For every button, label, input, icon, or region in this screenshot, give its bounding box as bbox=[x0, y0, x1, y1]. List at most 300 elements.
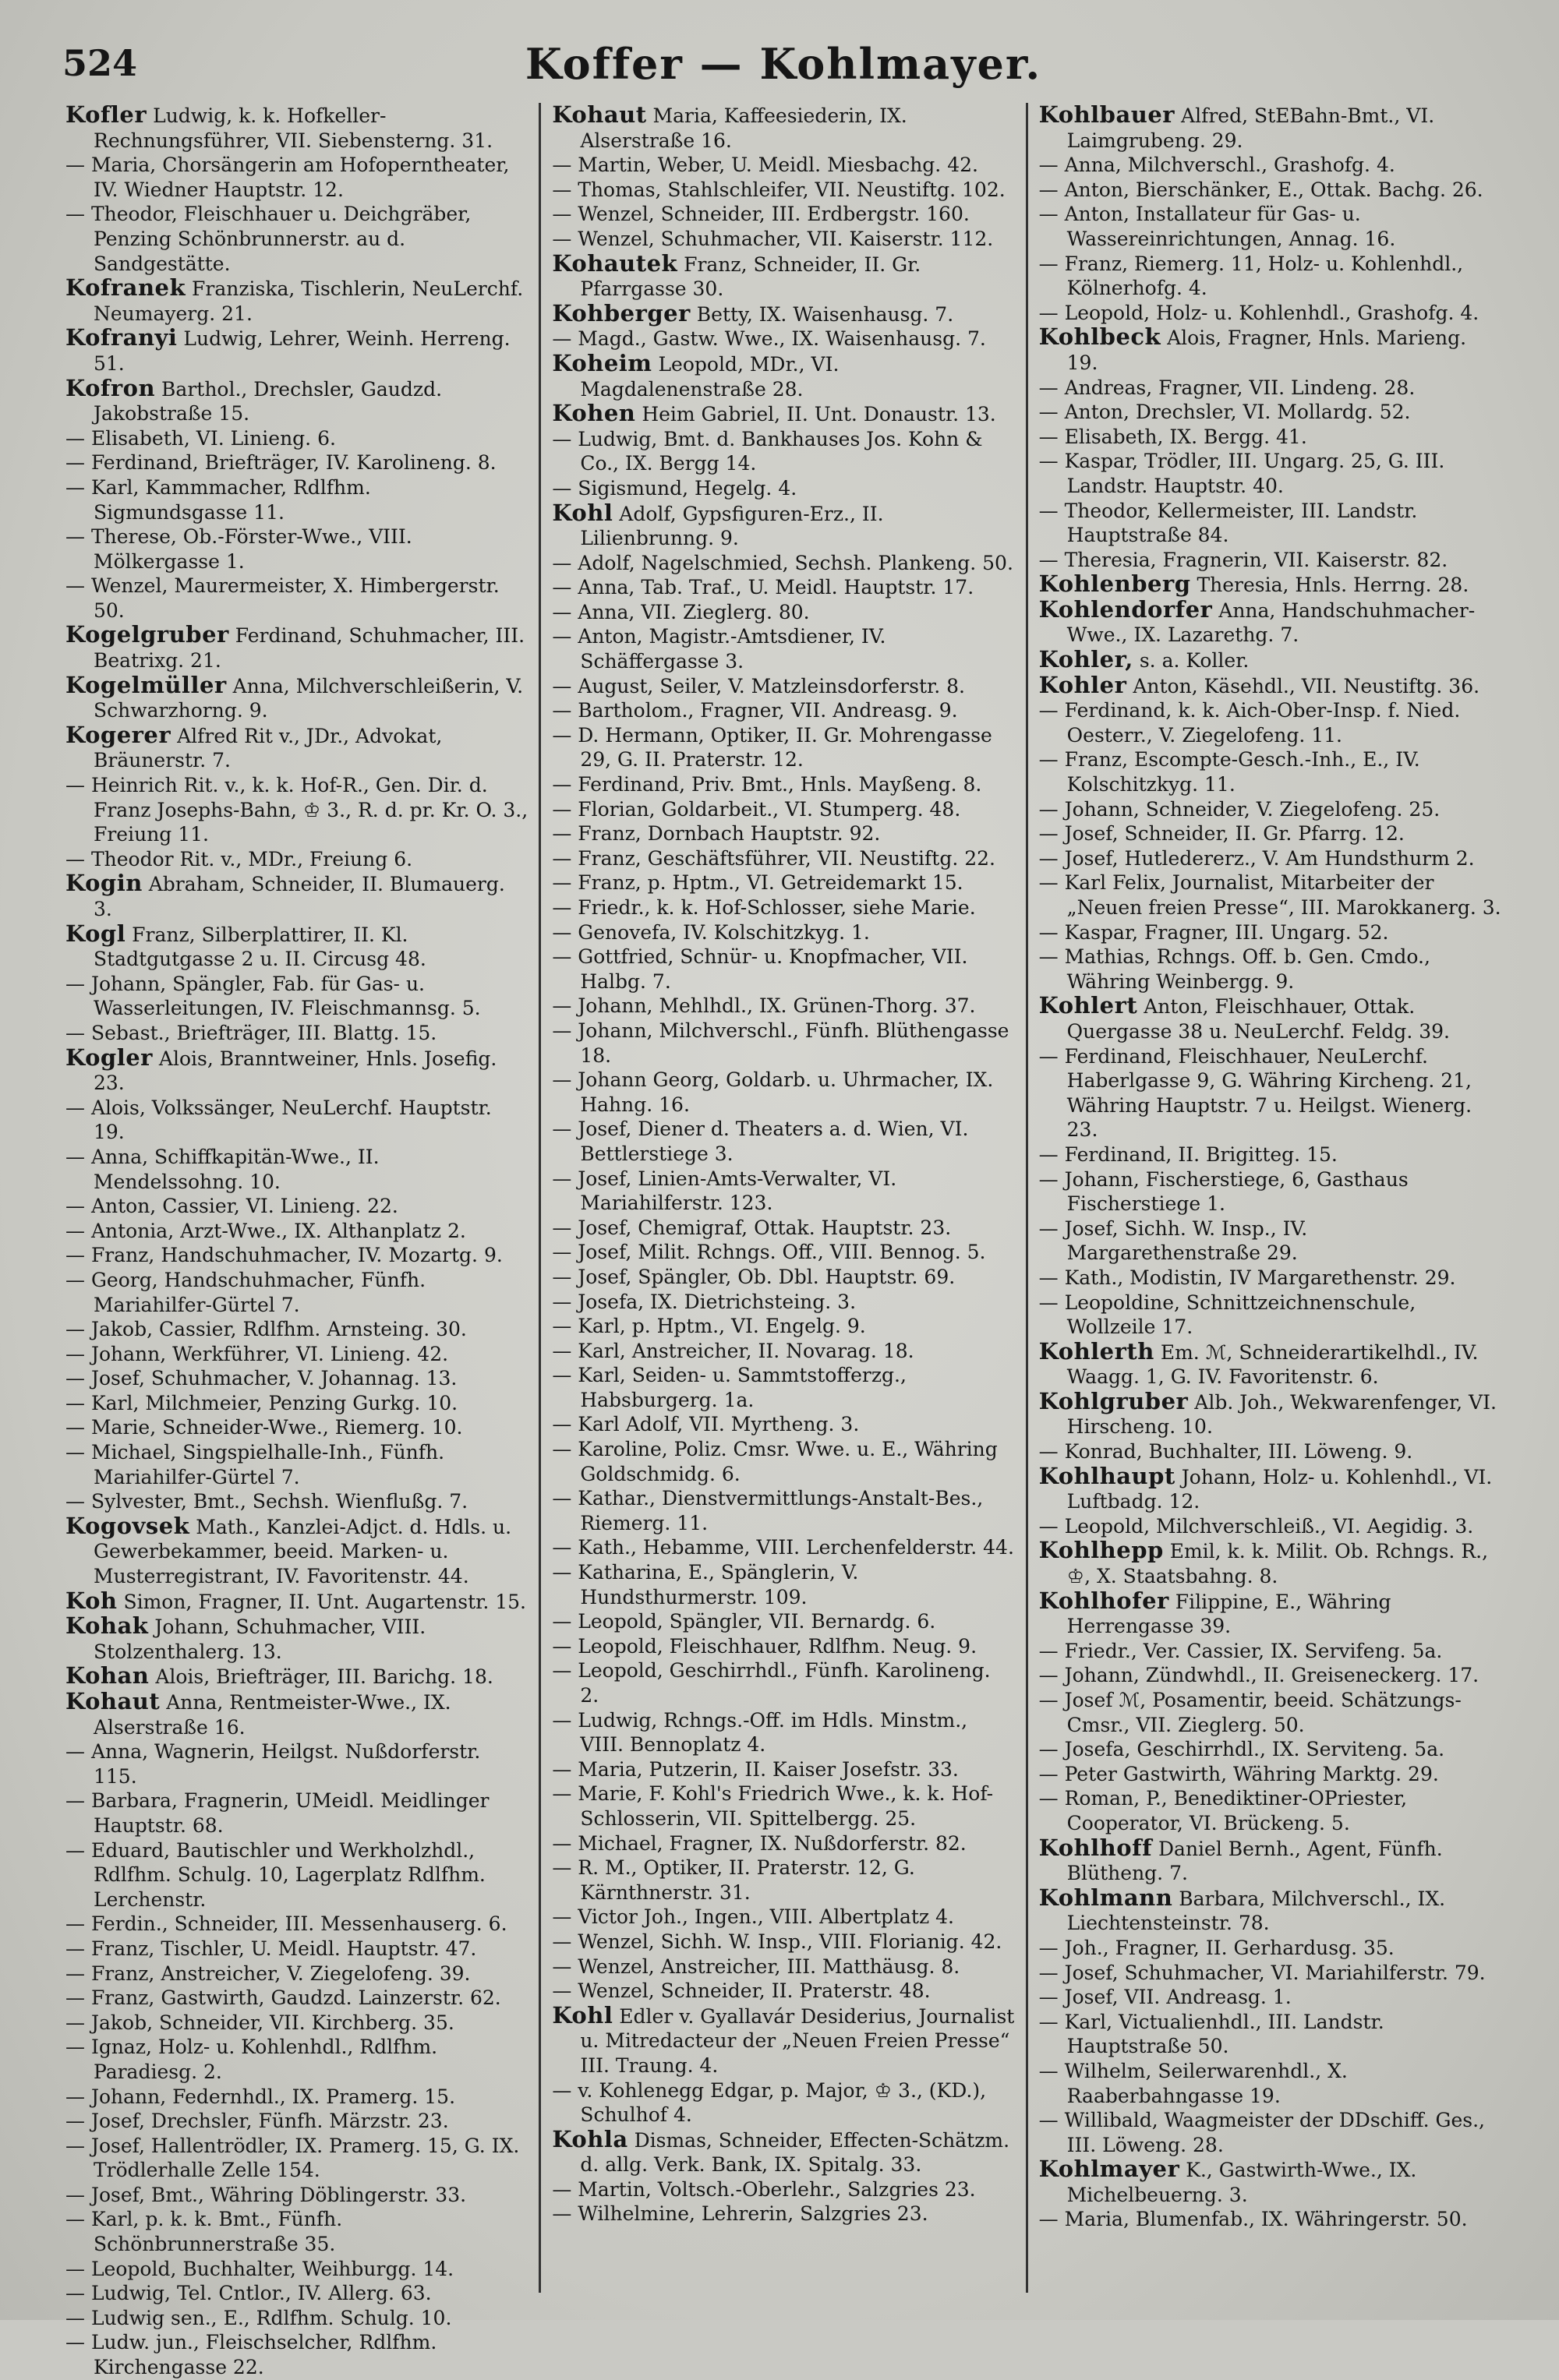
directory-entry bbox=[552, 1634, 1014, 1659]
page-header bbox=[55, 37, 1512, 100]
entry-text: — Karl, Kammmacher, Rdlfhm. Sigmundsgasse 11. bbox=[65, 475, 371, 524]
directory-entry bbox=[65, 1342, 528, 1367]
entry-text: — Maria, Blumenfab., IX. Währingerstr. 50. bbox=[1038, 2208, 1468, 2231]
entry-text: — Leopoldine, Schnittzeichnenschule, Wollzeile 17. bbox=[1038, 1291, 1416, 1339]
directory-entry bbox=[1039, 1936, 1501, 1961]
entry-text: — Josef, Hallentrödler, IX. Pramerg. 15, G. IX. Trödlerhalle Zelle 154. bbox=[65, 2134, 520, 2182]
directory-entry bbox=[65, 1789, 528, 1838]
entry-text: — Josef, VII. Andreasg. 1. bbox=[1038, 1986, 1292, 2009]
entry-text: — Ferdinand, Priv. Bmt., Hnls. Mayßeng. 8. bbox=[552, 773, 982, 796]
entry-text: Leopold, MDr., VI. Magdalenenstraße 28. bbox=[580, 352, 840, 401]
entry-text: — Jakob, Cassier, Rdlfhm. Arnsteing. 30. bbox=[65, 1318, 467, 1341]
entry-text: — Franz, p. Hptm., VI. Getreidemarkt 15. bbox=[552, 871, 963, 895]
entry-text: Anton, Fleischhauer, Ottak. Quergasse 38 u. NeuLerchf. Feldg. 39. bbox=[1066, 995, 1450, 1043]
entry-text: — Wenzel, Schneider, II. Praterstr. 48. bbox=[552, 1979, 931, 2003]
entry-text: — Ferdin., Schneider, III. Messenhauserg. 6. bbox=[65, 1912, 507, 1936]
directory-entry bbox=[552, 2125, 1014, 2177]
directory-entry bbox=[552, 1363, 1014, 1412]
entry-surname: Kogerer bbox=[65, 721, 171, 748]
directory-entry bbox=[1039, 301, 1501, 326]
entry-text: — Franz, Tischler, U. Meidl. Hauptstr. 47. bbox=[65, 1937, 477, 1960]
entry-text: — Karl Felix, Journalist, Mitarbeiter der „Neuen freien Presse“, III. Marokkanerg. 3. bbox=[1038, 871, 1501, 919]
directory-entry bbox=[1039, 153, 1501, 178]
directory-entry bbox=[65, 1440, 528, 1489]
entry-text: — Andreas, Fragner, VII. Lindeng. 28. bbox=[1038, 376, 1416, 399]
directory-entry bbox=[65, 103, 528, 153]
entry-text: Johann, Holz- u. Kohlenhdl., VI. Luftbadg. 12. bbox=[1066, 1465, 1493, 1513]
entry-surname: Koheim bbox=[552, 349, 652, 376]
entry-text: Adolf, Gypsfiguren-Erz., II. Lilienbrunng. 9. bbox=[580, 502, 884, 550]
entry-surname: Kogin bbox=[65, 870, 143, 897]
directory-entry bbox=[65, 1912, 528, 1937]
entry-text: — Kaspar, Fragner, III. Ungarg. 52. bbox=[1038, 920, 1389, 944]
entry-text: — Florian, Goldarbeit., VI. Stumperg. 48. bbox=[552, 797, 961, 821]
entry-text: — Wilhelmine, Lehrerin, Salzgries 23. bbox=[552, 2202, 928, 2226]
directory-entry bbox=[552, 1339, 1014, 1364]
entry-text: — Genovefa, IV. Kolschitzkyg. 1. bbox=[552, 920, 870, 944]
directory-entry bbox=[1039, 449, 1501, 498]
directory-entry bbox=[552, 1905, 1014, 1930]
directory-entry bbox=[552, 2001, 1015, 2078]
directory-entry bbox=[552, 327, 1014, 351]
entry-text: — August, Seiler, V. Matzleinsdorferstr. 8. bbox=[552, 674, 965, 697]
column-right bbox=[1026, 103, 1512, 2293]
directory-entry bbox=[1039, 1291, 1501, 1340]
entry-text: — Franz, Geschäftsführer, VII. Neustiftg. 22. bbox=[552, 846, 995, 870]
directory-entry bbox=[65, 426, 528, 451]
directory-entry bbox=[65, 1243, 528, 1268]
entry-text: — Konrad, Buchhalter, III. Löweng. 9. bbox=[1038, 1440, 1413, 1464]
directory-entry bbox=[65, 673, 528, 723]
directory-entry bbox=[65, 1739, 528, 1789]
directory-entry bbox=[552, 1412, 1014, 1437]
directory-entry bbox=[1039, 821, 1501, 846]
entry-surname: Kohlhepp bbox=[1038, 1537, 1164, 1564]
directory-entry bbox=[65, 1219, 528, 1244]
entry-text: — Mathias, Rchngs. Off. b. Gen. Cmdo., Währing Weinbergg. 9. bbox=[1038, 945, 1430, 993]
entry-surname: Kogelgruber bbox=[65, 621, 229, 648]
entry-text: — Wenzel, Schuhmacher, VII. Kaiserstr. 112. bbox=[552, 227, 994, 250]
entry-surname: Kohen bbox=[552, 400, 636, 427]
entry-text: K., Gastwirth-Wwe., IX. Michelbeuerng. 3. bbox=[1066, 2159, 1417, 2206]
entry-text: — Elisabeth, IX. Bergg. 41. bbox=[1038, 425, 1307, 448]
directory-entry bbox=[65, 1194, 528, 1219]
directory-entry bbox=[65, 2085, 528, 2110]
directory-entry bbox=[552, 2202, 1014, 2226]
directory-entry bbox=[65, 2011, 528, 2036]
entry-text: — Michael, Fragner, IX. Nußdorferstr. 82. bbox=[552, 1831, 967, 1855]
directory-entry bbox=[65, 1937, 528, 1962]
directory-entry bbox=[65, 276, 528, 326]
directory-columns bbox=[55, 101, 1512, 2379]
entry-text: — Josef, Bmt., Währing Döblingerstr. 33. bbox=[65, 2183, 467, 2206]
directory-entry bbox=[1039, 548, 1501, 573]
directory-entry bbox=[65, 2183, 528, 2208]
entry-surname: Kofranek bbox=[65, 274, 186, 302]
entry-text: — Heinrich Rit. v., k. k. Hof-R., Gen. Dir. d. Franz Josephs-Bahn, ♔ 3., R. d. pr. Kr. O. 3., Freiung 11. bbox=[65, 774, 529, 846]
entry-text: — Karl, p. Hptm., VI. Engelg. 9. bbox=[552, 1315, 866, 1338]
directory-entry bbox=[1039, 994, 1501, 1043]
directory-entry bbox=[552, 1954, 1014, 1979]
directory-entry bbox=[1039, 1639, 1501, 1664]
directory-entry bbox=[1039, 2157, 1501, 2207]
entry-text: — Johann, Zündwhdl., II. Greiseneckerg. 17. bbox=[1038, 1664, 1479, 1687]
directory-entry bbox=[1039, 1762, 1501, 1787]
directory-entry bbox=[552, 1068, 1014, 1117]
entry-surname: Kohlhoff bbox=[1038, 1834, 1153, 1861]
entry-text: Anna, Milchverschleißerin, V. Schwarzhorng. 9. bbox=[94, 674, 524, 722]
entry-text: — Adolf, Nagelschmied, Sechsh. Plankeng. 50. bbox=[552, 551, 1013, 574]
entry-text: — Franz, Anstreicher, V. Ziegelofeng. 39. bbox=[65, 1962, 471, 1985]
directory-entry bbox=[552, 227, 1014, 252]
entry-text: Franz, Silberplattirer, II. Kl. Stadtgutgasse 2 u. II. Circusg 48. bbox=[94, 923, 426, 971]
directory-entry bbox=[65, 1043, 528, 1096]
directory-entry bbox=[552, 698, 1014, 723]
directory-entry bbox=[1039, 499, 1501, 548]
entry-text: — Ferdinand, II. Brigitteg. 15. bbox=[1038, 1142, 1338, 1166]
entry-text: Barthol., Drechsler, Gaudzd. Jakobstraße 15. bbox=[94, 377, 443, 426]
entry-text: — Barbara, Fragnerin, UMeidl. Meidlinger Hauptstr. 68. bbox=[65, 1789, 490, 1837]
directory-entry bbox=[65, 847, 528, 872]
entry-surname: Kohlert bbox=[1038, 992, 1138, 1019]
entry-text: — Wenzel, Sichh. W. Insp., VIII. Florianig. 42. bbox=[552, 1930, 1002, 1953]
entry-text: — Therese, Ob.-Förster-Wwe., VIII. Mölkergasse 1. bbox=[65, 525, 412, 573]
directory-entry bbox=[65, 1415, 528, 1440]
directory-entry bbox=[65, 1021, 528, 1046]
entry-surname: Kohlerth bbox=[1038, 1337, 1154, 1365]
directory-entry bbox=[552, 249, 1014, 302]
entry-text: — Thomas, Stahlschleifer, VII. Neustiftg. 102. bbox=[552, 178, 1006, 201]
entry-text: Dismas, Schneider, Effecten-Schätzm. d. allg. Verk. Bank, IX. Spitalg. 33. bbox=[580, 2128, 1010, 2177]
entry-text: Emil, k. k. Milit. Ob. Rchngs. R., ♔, X. Staatsbahng. 8. bbox=[1066, 1540, 1489, 1588]
entry-text: — Karl Adolf, VII. Myrtheng. 3. bbox=[552, 1413, 860, 1436]
directory-entry bbox=[1039, 103, 1501, 153]
directory-entry bbox=[552, 1781, 1014, 1831]
entry-text: — Katharina, E., Spänglerin, V. Hundsthurmerstr. 109. bbox=[552, 1561, 859, 1608]
entry-text: — Wilhelm, Seilerwarenhdl., X. Raaberbahngasse 19. bbox=[1038, 2059, 1348, 2107]
entry-text: — Leopold, Buchhalter, Weihburgg. 14. bbox=[65, 2257, 454, 2280]
entry-text: — Franz, Escompte-Gesch.-Inh., E., IV. Kolschitzkyg. 11. bbox=[1038, 748, 1420, 796]
directory-entry bbox=[552, 575, 1014, 600]
directory-entry bbox=[1039, 1985, 1501, 2010]
entry-text: — Ludwig, Rchngs.-Off. im Hdls. Minstm., VIII. Bennoplatz 4. bbox=[552, 1708, 968, 1757]
entry-text: — Johann, Fischerstiege, 6, Gasthaus Fischerstiege 1. bbox=[1038, 1167, 1409, 1216]
directory-entry bbox=[1039, 1961, 1501, 1986]
column-left bbox=[55, 101, 539, 2379]
directory-entry bbox=[552, 920, 1014, 945]
entry-text: — Joh., Fragner, II. Gerhardusg. 35. bbox=[1038, 1936, 1395, 1959]
entry-surname: Kogler bbox=[65, 1043, 153, 1071]
directory-entry bbox=[1039, 376, 1501, 401]
directory-entry bbox=[65, 2306, 528, 2331]
entry-surname: Kohaut bbox=[552, 101, 647, 128]
entry-surname: Kohautek bbox=[552, 249, 678, 277]
directory-entry bbox=[552, 1930, 1014, 1954]
entry-surname: Kogelmüller bbox=[65, 671, 227, 698]
entry-text: — Theodor, Kellermeister, III. Landstr. Hauptstraße 84. bbox=[1038, 499, 1418, 547]
entry-text: Heim Gabriel, II. Unt. Donaustr. 13. bbox=[642, 403, 996, 426]
directory-entry bbox=[1039, 1216, 1501, 1266]
entry-text: — Sylvester, Bmt., Sechsh. Wienflußg. 7. bbox=[65, 1490, 468, 1513]
entry-text: Ludwig, k. k. Hofkeller-Rechnungsführer, VII. Siebensterng. 31. bbox=[94, 104, 493, 152]
entry-text: — Ferdinand, k. k. Aich-Ober-Insp. f. Nied. Oesterr., V. Ziegelofeng. 11. bbox=[1038, 699, 1461, 747]
directory-entry bbox=[65, 773, 528, 847]
entry-text: Anna, Handschuhmacher-Wwe., IX. Lazarethg. 7. bbox=[1066, 599, 1476, 647]
entry-text: Abraham, Schneider, II. Blumauerg. 3. bbox=[94, 873, 505, 920]
entry-text: — Johann Georg, Goldarb. u. Uhrmacher, IX. Hahng. 16. bbox=[552, 1068, 994, 1116]
entry-surname: Kogl bbox=[65, 920, 126, 947]
directory-entry bbox=[1039, 1167, 1501, 1216]
directory-entry bbox=[65, 1391, 528, 1416]
directory-entry bbox=[552, 1831, 1014, 1856]
directory-entry bbox=[65, 450, 528, 475]
entry-text: — D. Hermann, Optiker, II. Gr. Mohrengasse 29, G. II. Praterstr. 12. bbox=[552, 723, 992, 772]
entry-text: — Karoline, Poliz. Cmsr. Wwe. u. E., Währing Goldschmidg. 6. bbox=[552, 1438, 998, 1485]
directory-entry bbox=[552, 2078, 1014, 2128]
entry-text: — Johann, Milchverschl., Fünfh. Blüthengasse 18. bbox=[552, 1019, 1009, 1067]
entry-text: — Peter Gastwirth, Währing Marktg. 29. bbox=[1038, 1762, 1439, 1785]
directory-entry bbox=[552, 1117, 1014, 1166]
entry-text: — Maria, Putzerin, II. Kaiser Josefstr. 33. bbox=[552, 1757, 959, 1781]
entry-text: — Josefa, IX. Dietrichsteing. 3. bbox=[552, 1290, 857, 1313]
entry-text: Theresia, Hnls. Herrng. 28. bbox=[1197, 574, 1469, 597]
entry-text: Alois, Fragner, Hnls. Marieng. 19. bbox=[1066, 327, 1467, 374]
directory-entry bbox=[65, 1690, 528, 1739]
directory-entry bbox=[1039, 202, 1501, 251]
entry-text: — Kathar., Dienstvermittlungs-Anstalt-Bes., Riemerg. 11. bbox=[552, 1487, 984, 1534]
directory-entry bbox=[1039, 1266, 1501, 1291]
entry-text: — Wenzel, Schneider, III. Erdbergstr. 160. bbox=[552, 203, 970, 226]
entry-surname: Kohberger bbox=[552, 299, 691, 327]
directory-entry bbox=[65, 1614, 528, 1664]
entry-text: — Leopold, Spängler, VII. Bernardg. 6. bbox=[552, 1610, 936, 1633]
directory-entry bbox=[552, 797, 1014, 822]
directory-entry bbox=[1039, 1514, 1501, 1539]
entry-text: — v. Kohlenegg Edgar, p. Major, ♔ 3., (KD.), Schulhof 4. bbox=[552, 2078, 987, 2127]
directory-entry bbox=[1039, 252, 1501, 301]
directory-entry bbox=[552, 202, 1014, 227]
entry-text: — Theodor, Fleischhauer u. Deichgräber, Penzing Schönbrunnerstr. au d. Sandgestätte. bbox=[65, 203, 472, 275]
directory-entry bbox=[65, 2109, 528, 2134]
directory-entry bbox=[552, 1314, 1014, 1339]
entry-surname: Kohlmayer bbox=[1038, 2156, 1180, 2183]
entry-text: Edler v. Gyallavár Desiderius, Journalist u. Mitredacteur der „Neuen Freien Presse“ III. Traung. 4. bbox=[580, 2004, 1015, 2077]
entry-text: — Johann, Schneider, V. Ziegelofeng. 25. bbox=[1038, 797, 1441, 821]
entry-text: — Leopold, Fleischhauer, Rdlfhm. Neug. 9. bbox=[552, 1634, 977, 1658]
entry-text: Anna, Rentmeister-Wwe., IX. Alserstraße 16. bbox=[94, 1691, 451, 1739]
entry-text: — Anton, Magistr.-Amtsdiener, IV. Schäffergasse 3. bbox=[552, 625, 886, 673]
entry-text: — Ferdinand, Fleischhauer, NeuLerchf. Haberlgasse 9, G. Währing Kircheng. 21, Währing Hauptstr. 7 u. Heilgst. Wienerg. 23. bbox=[1038, 1044, 1472, 1142]
directory-entry bbox=[552, 994, 1014, 1019]
entry-text: — Anna, Tab. Traf., U. Meidl. Hauptstr. 17. bbox=[552, 576, 974, 599]
entry-text: — Anton, Cassier, VI. Linieng. 22. bbox=[65, 1195, 398, 1218]
directory-entry bbox=[552, 945, 1014, 994]
directory-entry bbox=[552, 821, 1014, 846]
entry-text: Em. ℳ, Schneiderartikelhdl., IV. Waagg. 1, G. IV. Favoritenstr. 6. bbox=[1066, 1340, 1479, 1389]
directory-entry bbox=[65, 922, 528, 972]
entry-surname: Kohaut bbox=[65, 1688, 161, 1714]
directory-entry bbox=[65, 1838, 528, 1912]
directory-entry bbox=[552, 351, 1014, 401]
directory-entry bbox=[1039, 1044, 1501, 1142]
entry-text: — Sebast., Briefträger, III. Blattg. 15. bbox=[65, 1021, 437, 1044]
entry-text: Anton, Käsehdl., VII. Neustiftg. 36. bbox=[1133, 674, 1480, 697]
entry-text: — Karl, p. k. k. Bmt., Fünfh. Schönbrunnerstraße 35. bbox=[65, 2208, 343, 2256]
entry-text: — Ludwig sen., E., Rdlfhm. Schulg. 10. bbox=[65, 2306, 452, 2329]
entry-text: — Johann, Spängler, Fab. für Gas- u. Wasserleitungen, IV. Fleischmannsg. 5. bbox=[65, 972, 481, 1020]
directory-entry bbox=[552, 1658, 1014, 1707]
directory-entry bbox=[1039, 178, 1501, 203]
directory-entry bbox=[552, 1265, 1014, 1290]
entry-surname: Kohlhofer bbox=[1038, 1587, 1169, 1614]
entry-text: — R. M., Optiker, II. Praterstr. 12, G. Kärnthnerstr. 31. bbox=[552, 1856, 915, 1904]
entry-surname: Kohlhaupt bbox=[1038, 1462, 1175, 1489]
directory-entry bbox=[552, 624, 1014, 673]
directory-entry bbox=[1039, 1589, 1501, 1639]
directory-entry bbox=[552, 299, 1014, 327]
directory-entry bbox=[1039, 2207, 1501, 2232]
entry-surname: Kohler, bbox=[1038, 646, 1133, 673]
entry-text: — Alois, Volkssänger, NeuLerchf. Hauptstr. 19. bbox=[65, 1096, 492, 1144]
directory-entry bbox=[1039, 1836, 1501, 1886]
directory-entry bbox=[1039, 648, 1501, 673]
directory-entry bbox=[65, 1489, 528, 1514]
entry-surname: Kofron bbox=[65, 374, 156, 401]
entry-text: — Elisabeth, VI. Linieng. 6. bbox=[65, 426, 336, 450]
entry-text: — Josef, Hutledererz., V. Am Hundsthurm 2. bbox=[1038, 846, 1475, 870]
entry-text: — Leopold, Geschirrhdl., Fünfh. Karolineng. 2. bbox=[552, 1659, 991, 1707]
directory-entry bbox=[552, 1216, 1014, 1241]
entry-text: — Josef, Drechsler, Fünfh. Märzstr. 23. bbox=[65, 2110, 449, 2133]
directory-entry bbox=[1039, 920, 1501, 945]
directory-entry bbox=[65, 1366, 528, 1391]
directory-entry bbox=[552, 1757, 1014, 1782]
entry-text: — Ludwig, Tel. Cntlor., IV. Allerg. 63. bbox=[65, 2282, 432, 2305]
entry-text: — Ludwig, Bmt. d. Bankhauses Jos. Kohn & Co., IX. Bergg 14. bbox=[552, 427, 983, 475]
directory-entry bbox=[552, 1609, 1014, 1634]
directory-entry bbox=[552, 1560, 1014, 1609]
entry-text: — Josef, Schuhmacher, VI. Mariahilferstr. 79. bbox=[1038, 1961, 1486, 1984]
directory-entry bbox=[65, 1664, 528, 1690]
directory-entry bbox=[552, 178, 1014, 203]
directory-entry bbox=[552, 1167, 1014, 1216]
entry-text: — Franz, Riemerg. 11, Holz- u. Kohlenhdl., Kölnerhofg. 4. bbox=[1038, 252, 1464, 300]
entry-text: — Franz, Gastwirth, Gaudzd. Lainzerstr. 62. bbox=[65, 1986, 501, 2010]
directory-entry bbox=[65, 2035, 528, 2084]
directory-entry bbox=[1039, 1142, 1501, 1167]
directory-entry bbox=[1039, 1663, 1501, 1688]
directory-entry bbox=[65, 871, 528, 921]
entry-text: s. a. Koller. bbox=[1139, 649, 1250, 673]
directory-entry bbox=[552, 2177, 1014, 2202]
entry-text: — Leopold, Holz- u. Kohlenhdl., Grashofg. 4. bbox=[1038, 301, 1479, 324]
entry-text: Ferdinand, Schuhmacher, III. Beatrixg. 21. bbox=[94, 624, 525, 673]
entry-text: — Anna, VII. Zieglerg. 80. bbox=[552, 600, 810, 623]
directory-entry bbox=[552, 1486, 1014, 1535]
directory-entry bbox=[552, 772, 1014, 797]
entry-text: — Anna, Wagnerin, Heilgst. Nußdorferstr. 115. bbox=[65, 1740, 481, 1788]
entry-surname: Kohlmann bbox=[1038, 1884, 1173, 1911]
entry-surname: Kohlbeck bbox=[1038, 323, 1161, 351]
entry-text: — Johann, Werkführer, VI. Linieng. 42. bbox=[65, 1342, 449, 1365]
directory-entry bbox=[65, 1268, 528, 1317]
entry-text: Alfred, StEBahn-Bmt., VI. Laimgrubeng. 29. bbox=[1066, 104, 1435, 152]
entry-text: — Josef, Chemigraf, Ottak. Hauptstr. 23. bbox=[552, 1216, 952, 1239]
entry-surname: Kohak bbox=[65, 1612, 149, 1640]
entry-text: — Ignaz, Holz- u. Kohlenhdl., Rdlfhm. Paradiesg. 2. bbox=[65, 2036, 438, 2083]
directory-entry bbox=[552, 103, 1014, 153]
entry-text: — Karl, Anstreicher, II. Novarag. 18. bbox=[552, 1339, 914, 1362]
directory-entry bbox=[65, 623, 528, 673]
directory-entry bbox=[552, 153, 1014, 178]
entry-text: — Theodor Rit. v., MDr., Freiung 6. bbox=[65, 847, 413, 870]
entry-text: — Wenzel, Anstreicher, III. Matthäusg. 8. bbox=[552, 1954, 960, 1978]
directory-entry bbox=[552, 1979, 1014, 2004]
directory-entry bbox=[552, 870, 1014, 895]
entry-text: — Bartholom., Fragner, VII. Andreasg. 9. bbox=[552, 699, 958, 722]
entry-text: — Kath., Hebamme, VIII. Lerchenfelderstr. 44. bbox=[552, 1536, 1014, 1559]
directory-entry bbox=[552, 551, 1014, 576]
column-middle bbox=[539, 103, 1025, 2293]
directory-entry bbox=[65, 2207, 528, 2256]
entry-surname: Kofler bbox=[65, 101, 147, 128]
directory-entry bbox=[65, 1145, 528, 1194]
entry-text: — Josef ℳ, Posamentir, beeid. Schätzungs-Cmsr., VII. Zieglerg. 50. bbox=[1038, 1689, 1462, 1736]
entry-text: Daniel Bernh., Agent, Fünfh. Blütheng. 7. bbox=[1066, 1837, 1443, 1885]
entry-text: — Gottfried, Schnür- u. Knopfmacher, VII. Halbg. 7. bbox=[552, 945, 968, 993]
entry-text: — Magd., Gastw. Wwe., IX. Waisenhausg. 7. bbox=[552, 327, 986, 351]
entry-text: — Franz, Handschuhmacher, IV. Mozartg. 9. bbox=[65, 1244, 503, 1267]
directory-entry bbox=[1039, 846, 1501, 871]
directory-entry bbox=[65, 2134, 528, 2183]
entry-text: — Josef, Spängler, Ob. Dbl. Hauptstr. 69. bbox=[552, 1265, 956, 1288]
directory-entry bbox=[65, 1096, 528, 1145]
entry-text: — Marie, Schneider-Wwe., Riemerg. 10. bbox=[65, 1416, 463, 1439]
directory-entry bbox=[65, 2281, 528, 2306]
directory-entry bbox=[1039, 1538, 1501, 1588]
directory-entry bbox=[1039, 2108, 1501, 2157]
entry-text: — Victor Joh., Ingen., VIII. Albertplatz 4. bbox=[552, 1905, 954, 1929]
entry-surname: Kohl bbox=[552, 499, 613, 526]
entry-text: — Ludw. jun., Fleischselcher, Rdlfhm. Kirchengasse 22. bbox=[65, 2331, 437, 2379]
directory-entry bbox=[1039, 797, 1501, 822]
entry-text: — Josef, Sichh. W. Insp., IV. Margarethenstraße 29. bbox=[1038, 1216, 1308, 1265]
directory-entry bbox=[65, 723, 528, 773]
entry-text: — Anna, Milchverschl., Grashofg. 4. bbox=[1038, 154, 1395, 177]
directory-entry bbox=[1038, 1337, 1501, 1390]
entry-text: — Josef, Schneider, II. Gr. Pfarrg. 12. bbox=[1038, 822, 1405, 846]
directory-entry bbox=[552, 1708, 1014, 1757]
entry-text: — Georg, Handschuhmacher, Fünfh. Mariahilfer-Gürtel 7. bbox=[65, 1268, 426, 1316]
directory-entry bbox=[65, 972, 528, 1021]
directory-entry bbox=[552, 1240, 1014, 1265]
directory-entry bbox=[552, 723, 1014, 772]
directory-entry bbox=[1039, 1464, 1501, 1514]
directory-entry bbox=[65, 1514, 528, 1589]
entry-text: — Marie, F. Kohl's Friedrich Wwe., k. k. Hof-Schlosserin, VII. Spittelbergg. 25. bbox=[552, 1782, 994, 1830]
directory-entry bbox=[1039, 1439, 1501, 1464]
directory-entry bbox=[1039, 698, 1501, 747]
entry-text: — Anton, Drechsler, VI. Mollardg. 52. bbox=[1038, 401, 1411, 424]
entry-text: — Roman, P., Benediktiner-OPriester, Cooperator, VI. Brückeng. 5. bbox=[1038, 1787, 1408, 1834]
entry-text: — Josef, Schuhmacher, V. Johannag. 13. bbox=[65, 1367, 458, 1390]
directory-entry bbox=[552, 476, 1014, 501]
entry-text: — Johann, Mehlhdl., IX. Grünen-Thorg. 37. bbox=[552, 994, 976, 1018]
directory-entry bbox=[65, 1317, 528, 1342]
directory-entry bbox=[552, 1290, 1014, 1315]
directory-entry bbox=[552, 1437, 1014, 1486]
entry-text: — Franz, Dornbach Hauptstr. 92. bbox=[552, 822, 881, 846]
